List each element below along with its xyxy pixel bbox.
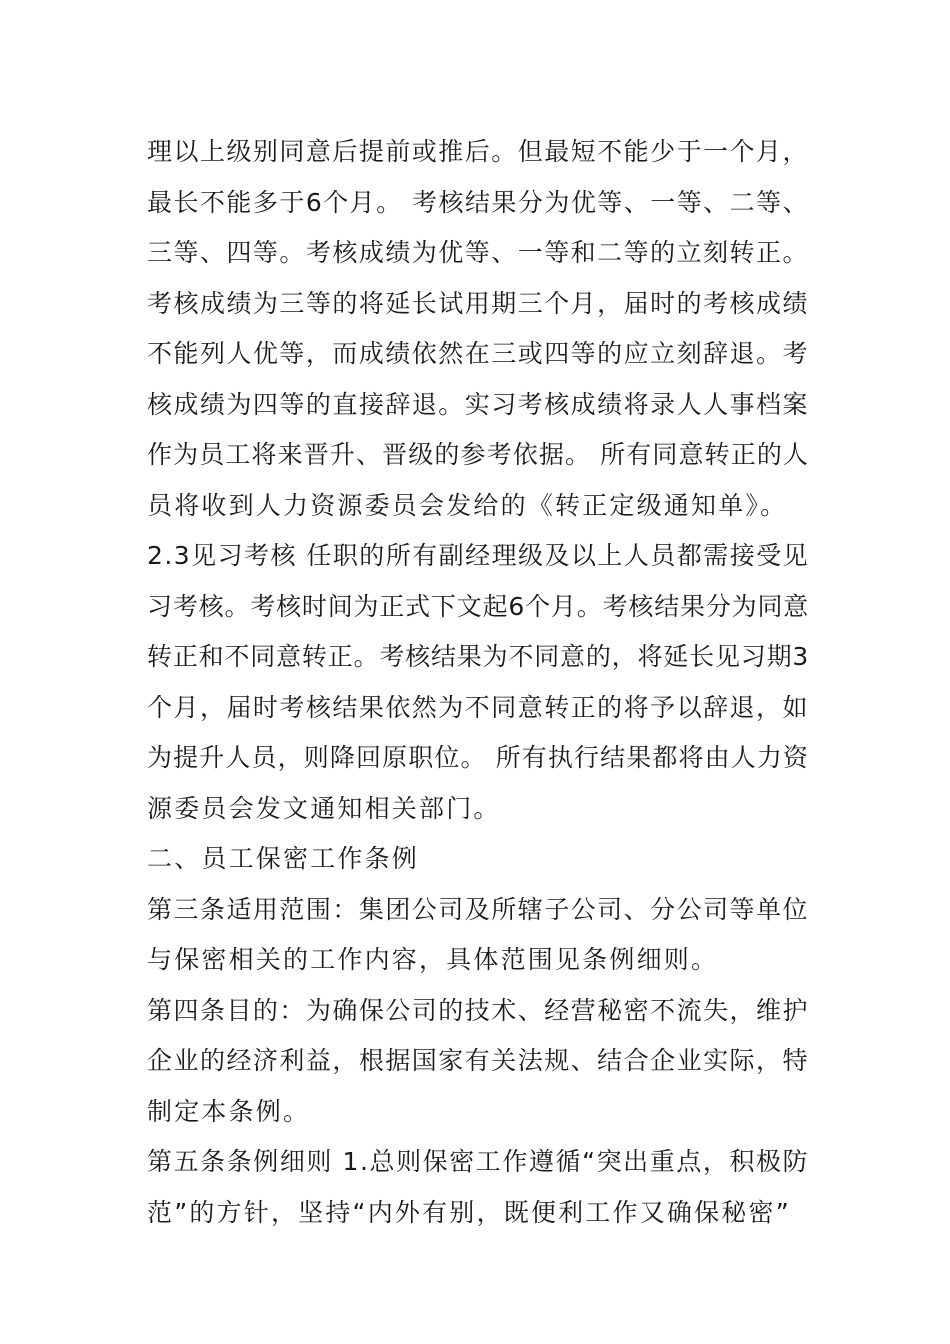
text-line: 第三条适用范围：集团公司及所辖子公司、分公司等单位 <box>147 894 810 924</box>
text-line: 员将收到人力资源委员会发给的《转正定级通知单》。 <box>147 490 788 520</box>
text-line: 个月，届时考核结果依然为不同意转正的将予以辞退，如 <box>147 692 810 722</box>
section-heading: 二、员工保密工作条例 <box>147 844 420 873</box>
text-line: 范”的方针，坚持“内外有别，既便利工作又确保秘密” <box>147 1197 791 1227</box>
text-line: 第五条条例细则 1.总则保密工作遵循“突出重点，积极防 <box>147 1147 810 1176</box>
text-line: 制定本条例。 <box>147 1096 311 1126</box>
text-line: 为提升人员，则降回原职位。 所有执行结果都将由人力资 <box>147 743 810 772</box>
text-line: 习考核。考核时间为正式下文起6个月。考核结果分为同意 <box>147 591 810 621</box>
text-line: 理以上级别同意后提前或推后。但最短不能少于一个月， <box>147 137 810 166</box>
text-line: 三等、四等。考核成绩为优等、一等和二等的立刻转正。 <box>147 238 810 267</box>
text-line: 最长不能多于6个月。 考核结果分为优等、一等、二等、 <box>147 187 810 217</box>
text-line: 转正和不同意转正。考核结果为不同意的，将延长见习期3 <box>147 642 810 671</box>
text-line: 不能列人优等，而成绩依然在三或四等的应立刻辞退。考 <box>147 339 810 368</box>
text-line: 考核成绩为三等的将延长试用期三个月，届时的考核成绩 <box>147 288 810 318</box>
document-body <box>147 127 810 1238</box>
text-line: 源委员会发文通知相关部门。 <box>147 793 501 823</box>
text-line: 2.3见习考核 任职的所有副经理级及以上人员都需接受见 <box>147 541 810 570</box>
text-line: 作为员工将来晋升、晋级的参考依据。 所有同意转正的人 <box>147 440 810 469</box>
text-line: 第四条目的：为确保公司的技术、经营秘密不流失，维护 <box>147 995 810 1025</box>
text-line: 核成绩为四等的直接辞退。实习考核成绩将录人人事档案 <box>147 389 810 419</box>
text-line: 企业的经济利益，根据国家有关法规、结合企业实际，特 <box>147 1046 810 1075</box>
text-line: 与保密相关的工作内容，具体范围见条例细则。 <box>147 945 719 974</box>
